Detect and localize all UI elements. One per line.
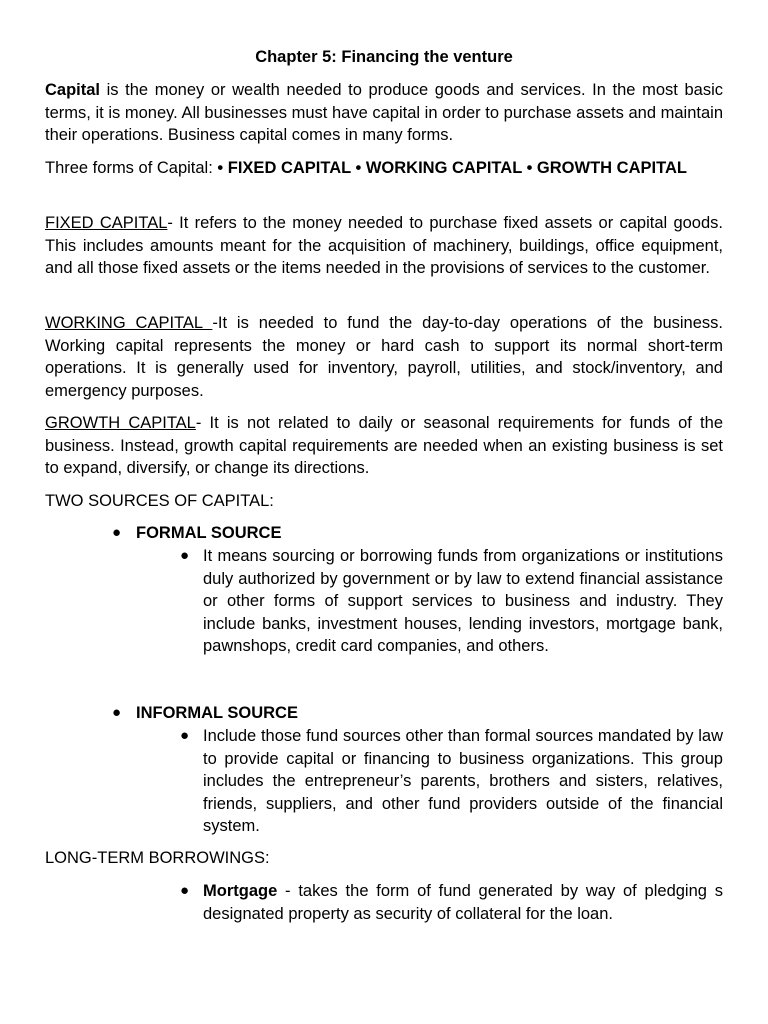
mortgage-text bbox=[203, 880, 723, 925]
growth-capital-text: - It is not related to daily or seasonal requirements for funds of the business. Instead, growth capital requirements are needed when an existing business is set to expand, diversify, or change its directions. bbox=[45, 414, 723, 478]
capital-definition-text: is the money or wealth needed to produce goods and services. In the most basic terms, it is money. All businesses must have capital in order to purchase assets and maintain their operations. Business capital comes in many forms. bbox=[45, 81, 723, 145]
capital-definition bbox=[45, 79, 723, 147]
bullet-icon: ● bbox=[180, 882, 190, 899]
bullet-icon: ● bbox=[180, 727, 190, 744]
working-capital-term: WORKING CAPITAL bbox=[45, 314, 213, 332]
chapter-title: Chapter 5: Financing the venture bbox=[255, 48, 513, 66]
mortgage-item bbox=[180, 880, 723, 925]
formal-source-label: FORMAL SOURCE bbox=[136, 524, 282, 542]
capital-term: Capital bbox=[45, 81, 101, 99]
fixed-capital-term: FIXED CAPITAL bbox=[45, 214, 168, 232]
capital-forms bbox=[45, 157, 723, 180]
bullet-icon: ● bbox=[112, 704, 122, 721]
sources-heading: TWO SOURCES OF CAPITAL: bbox=[45, 492, 274, 510]
bullet-icon: ● bbox=[112, 524, 122, 541]
capital-forms-lead: Three forms of Capital: bbox=[45, 159, 218, 177]
bullet-icon: ● bbox=[180, 547, 190, 564]
formal-source-detail: It means sourcing or borrowing funds from organizations or institutions duly authorized by government or by law to extend financial assistance or other forms of support services to business and industry. They include banks, investment houses, lending investors, mortgage bank, pawnshops, credit card companies, and others. bbox=[203, 547, 723, 656]
growth-capital-paragraph bbox=[45, 412, 723, 480]
long-term-heading: LONG-TERM BORROWINGS: bbox=[45, 849, 270, 867]
informal-source-detail-item bbox=[180, 725, 723, 838]
working-capital-paragraph bbox=[45, 312, 723, 402]
mortgage-definition: - takes the form of fund generated by way of pledging s designated property as security of collateral for the loan. bbox=[203, 882, 723, 923]
formal-source-detail-item bbox=[180, 545, 723, 658]
mortgage-term: Mortgage bbox=[203, 882, 278, 900]
informal-source-detail: Include those fund sources other than formal sources mandated by law to provide capital or financing to business organizations. This group includes the entrepreneur’s parents, brothers and sisters, relatives, friends, suppliers, and other fund providers outside of the financial system. bbox=[203, 727, 723, 836]
working-capital-text: -It is needed to fund the day-to-day operations of the business. Working capital represents the money or hard cash to support its normal short-term operations. It is generally used for inventory, payroll, utilities, and stock/inventory, and emergency purposes. bbox=[45, 314, 723, 400]
fixed-capital-text: - It refers to the money needed to purchase fixed assets or capital goods. This includes amounts meant for the acquisition of machinery, buildings, office equipment, and all those fixed assets or the items needed in the provisions of services to the customer. bbox=[45, 214, 723, 278]
informal-source-label: INFORMAL SOURCE bbox=[136, 704, 298, 722]
capital-forms-list: • FIXED CAPITAL • WORKING CAPITAL • GROWTH CAPITAL bbox=[217, 159, 687, 177]
growth-capital-term: GROWTH CAPITAL bbox=[45, 414, 196, 432]
fixed-capital-paragraph bbox=[45, 212, 723, 280]
